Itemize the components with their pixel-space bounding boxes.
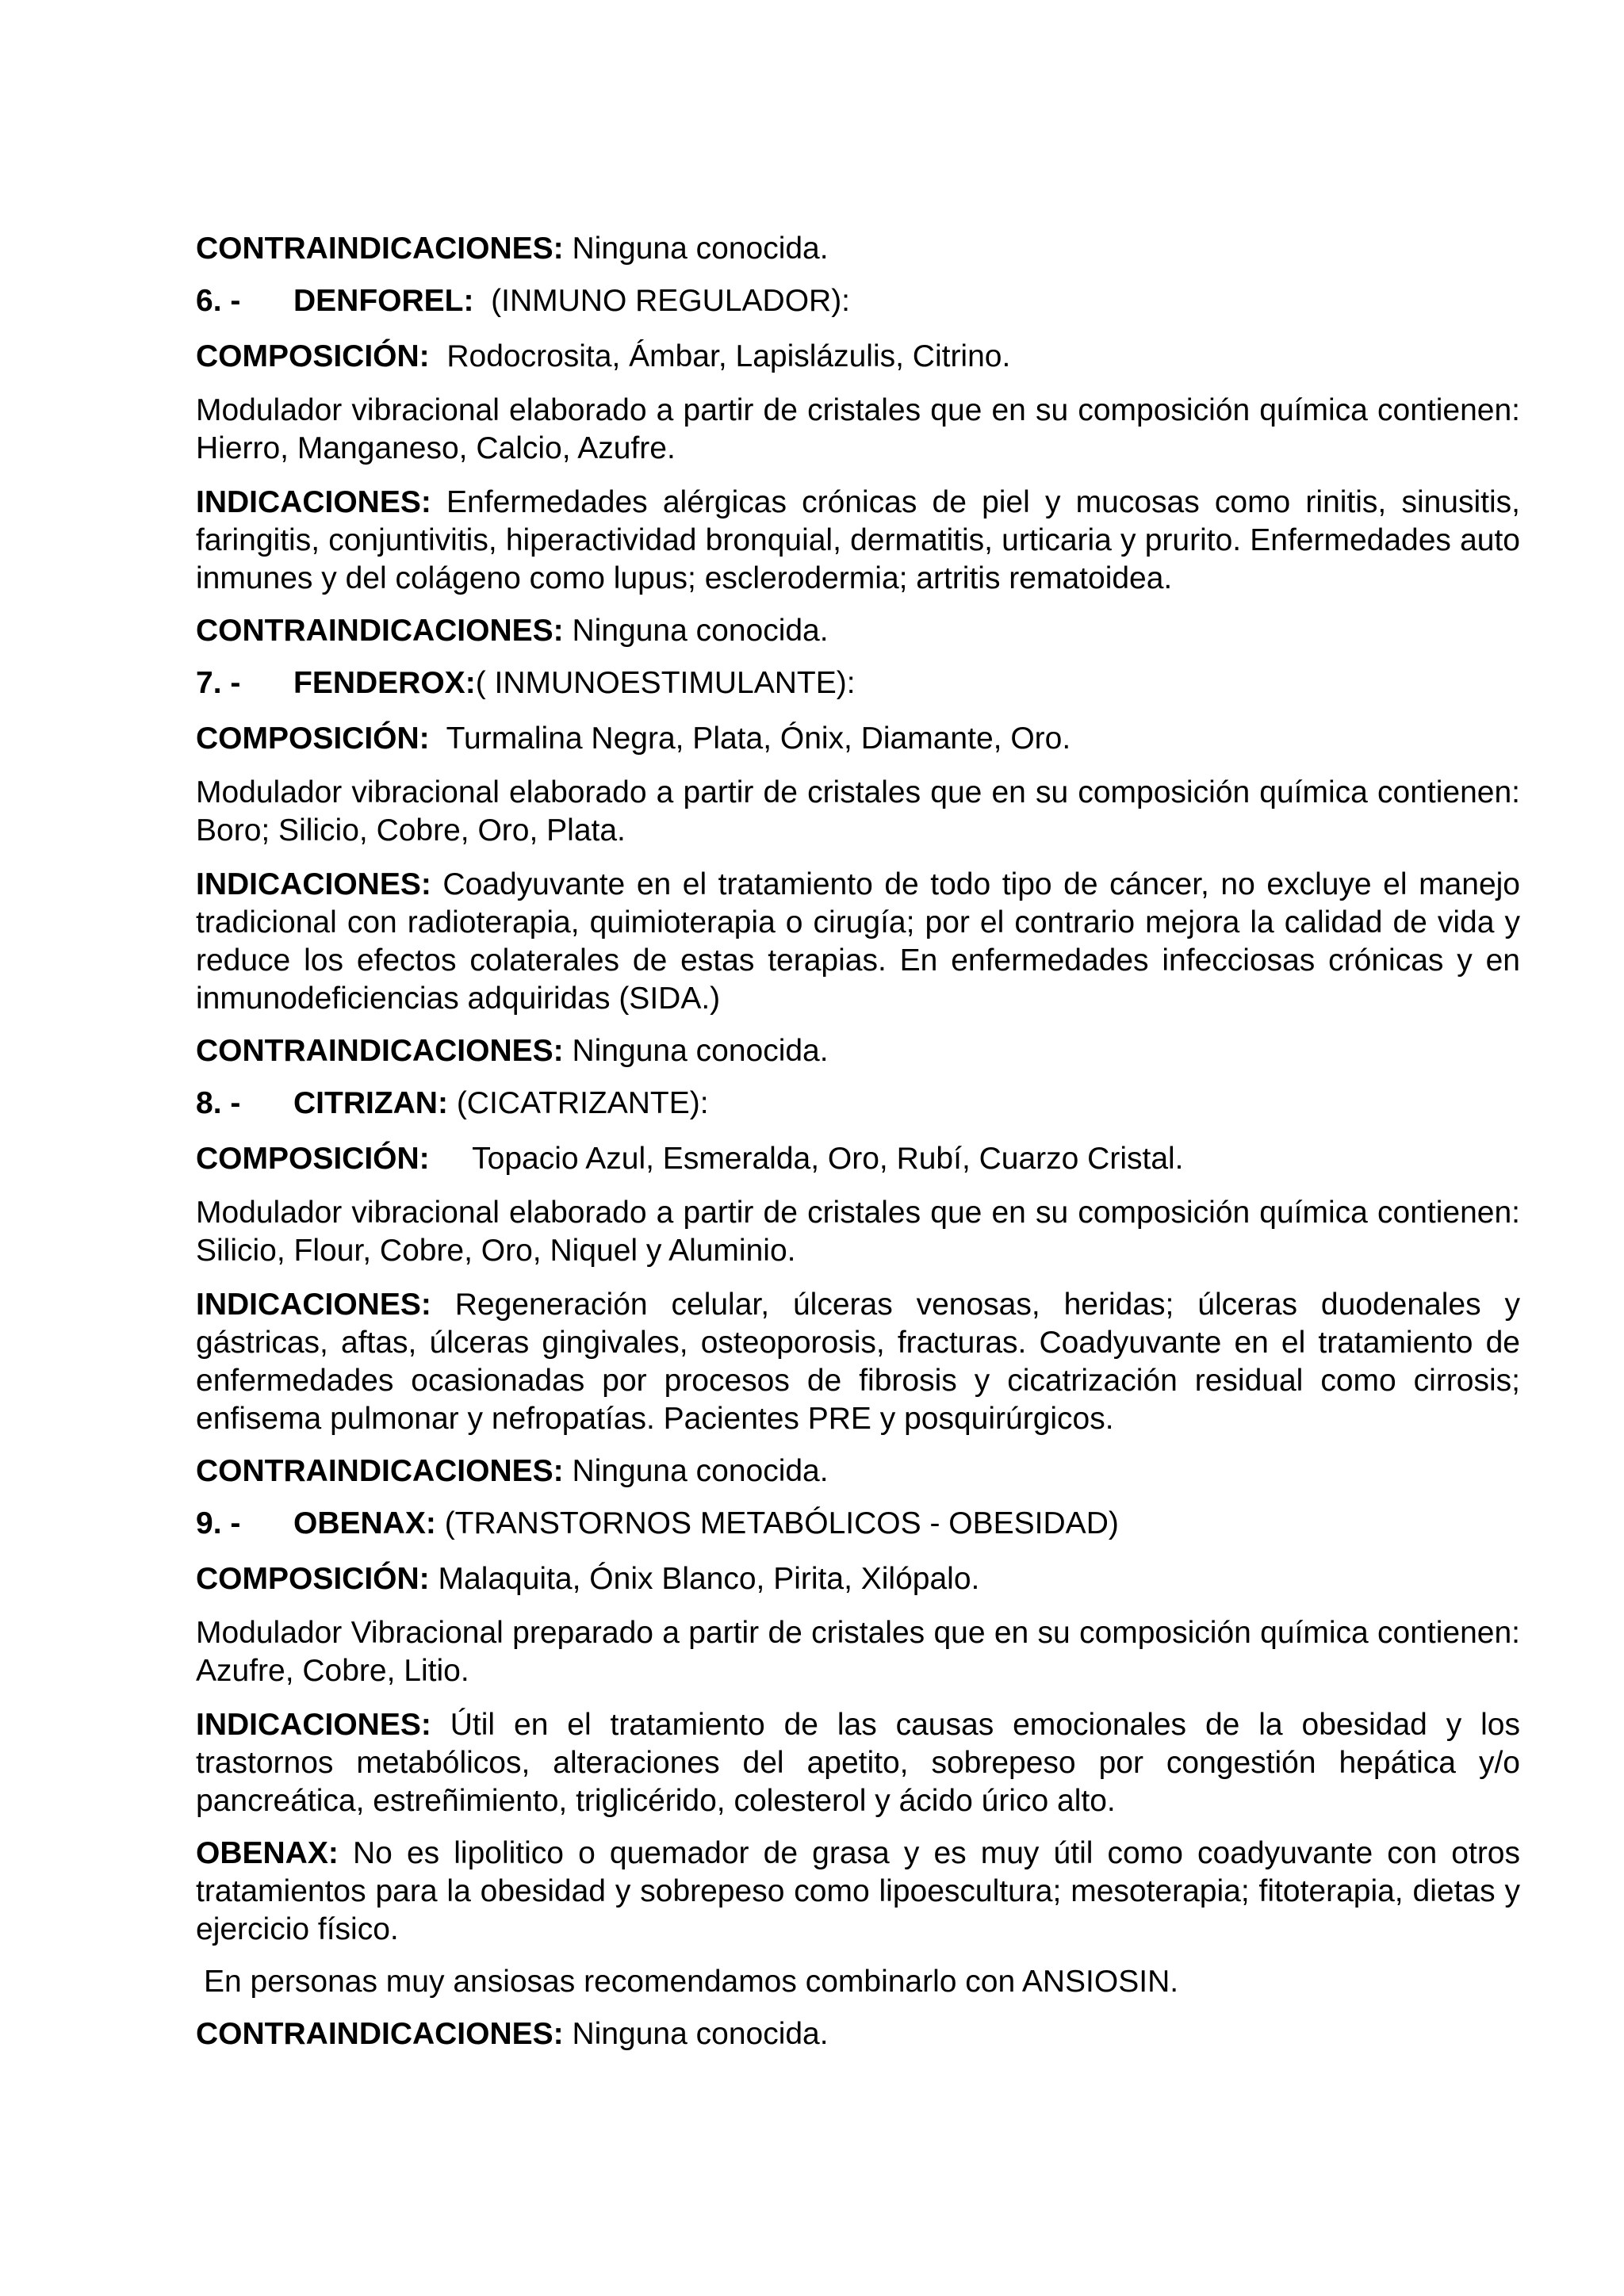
section-8-modulator: Modulador vibracional elaborado a partir de cristales que en su composición química contienen: Silicio, Flour, Cobre, Oro, Niquel y Aluminio. [196, 1196, 1520, 1268]
section-6-indications [196, 484, 1520, 598]
composition-label: COMPOSICIÓN: [196, 339, 430, 373]
section-9-note [196, 1835, 1520, 1949]
composition-value: Malaquita, Ónix Blanco, Pirita, Xilópalo. [438, 1562, 980, 1596]
contraindications-value: Ninguna conocida. [572, 2017, 829, 2051]
contraindications-label: CONTRAINDICACIONES: [196, 2017, 564, 2051]
section-9-type: (TRANSTORNOS METABÓLICOS - OBESIDAD) [444, 1506, 1119, 1540]
indications-label: INDICACIONES: [196, 867, 431, 901]
section-9-name: OBENAX: [293, 1506, 436, 1540]
document-page [196, 230, 1520, 2053]
contraindications-line [196, 230, 1520, 268]
indications-label: INDICACIONES: [196, 1708, 431, 1742]
composition-value: Rodocrosita, Ámbar, Lapislázulis, Citrino. [446, 339, 1011, 373]
indications-label: INDICACIONES: [196, 485, 431, 519]
section-9-modulator: Modulador Vibracional preparado a partir de cristales que en su composición química contienen: Azufre, Cobre, Litio. [196, 1616, 1520, 1688]
contraindications-line [196, 2015, 1520, 2053]
note-text: No es lipolitico o quemador de grasa y es muy útil como coadyuvante con otros tratamientos para la obesidad y sobrepeso como lipoescultura; mesoterapia; fitoterapia, dietas y ejercicio físico. [196, 1836, 1520, 1946]
contraindications-line [196, 1032, 1520, 1070]
section-7-composition [196, 720, 1520, 758]
section-9-combination [196, 1963, 1520, 2001]
section-6-type: (INMUNO REGULADOR): [491, 284, 851, 318]
section-8-number: 8. - [196, 1086, 241, 1120]
contraindications-value: Ninguna conocida. [572, 1034, 829, 1068]
section-7-number: 7. - [196, 666, 241, 700]
section-7-modulator: Modulador vibracional elaborado a partir de cristales que en su composición química contienen: Boro; Silicio, Cobre, Oro, Plata. [196, 775, 1520, 848]
indications-text: Coadyuvante en el tratamiento de todo tipo de cáncer, no excluye el manejo tradicional con radioterapia, quimioterapia o cirugía; por el contrario mejora la calidad de vida y reduce los efectos colaterales de estas terapias. En enfermedades infecciosas crónicas y en inmunodeficiencias adquiridas (SIDA.) [196, 867, 1520, 1016]
section-7-name: FENDEROX: [293, 666, 476, 700]
section-8-heading [196, 1085, 1520, 1123]
composition-label: COMPOSICIÓN: [196, 721, 430, 756]
indications-text: Enfermedades alérgicas crónicas de piel y mucosas como rinitis, sinusitis, faringitis, conjuntivitis, hiperactividad bronquial, dermatitis, urticaria y prurito. Enfermedades auto inmunes y del colágeno como lupus; esclerodermia; artritis rematoidea. [196, 485, 1520, 595]
section-6-modulator: Modulador vibracional elaborado a partir de cristales que en su composición química contienen: Hierro, Manganeso, Calcio, Azufre. [196, 393, 1520, 465]
composition-value: Turmalina Negra, Plata, Ónix, Diamante, Oro. [446, 721, 1071, 756]
contraindications-label: CONTRAINDICACIONES: [196, 1034, 564, 1068]
section-6-number: 6. - [196, 284, 241, 318]
contraindications-value: Ninguna conocida. [572, 232, 829, 266]
indications-text: Regeneración celular, úlceras venosas, heridas; úlceras duodenales y gástricas, aftas, úlceras gingivales, osteoporosis, fracturas. Coadyuvante en el tratamiento de enfermedades ocasionadas por procesos de fibrosis y cicatrización residual como cirrosis; enfisema pulmonar y nefropatías. Pacientes PRE y posquirúrgicos. [196, 1288, 1520, 1436]
section-8-composition [196, 1140, 1520, 1178]
section-7-heading [196, 664, 1520, 702]
contraindications-line [196, 1452, 1520, 1490]
composition-label: COMPOSICIÓN: [196, 1562, 430, 1596]
contraindications-line [196, 612, 1520, 650]
contraindications-label: CONTRAINDICACIONES: [196, 232, 564, 266]
section-9-heading [196, 1505, 1520, 1543]
section-9-indications [196, 1706, 1520, 1820]
composition-label: COMPOSICIÓN: [196, 1142, 430, 1176]
combination-text: En personas muy ansiosas recomendamos combinarlo con ANSIOSIN. [204, 1965, 1179, 1999]
section-9-number: 9. - [196, 1506, 241, 1540]
contraindications-label: CONTRAINDICACIONES: [196, 614, 564, 648]
contraindications-value: Ninguna conocida. [572, 1454, 829, 1488]
section-6-heading [196, 282, 1520, 320]
section-8-indications [196, 1286, 1520, 1438]
section-7-indications [196, 866, 1520, 1018]
indications-label: INDICACIONES: [196, 1288, 431, 1322]
composition-value: Topacio Azul, Esmeralda, Oro, Rubí, Cuarzo Cristal. [472, 1142, 1184, 1176]
contraindications-label: CONTRAINDICACIONES: [196, 1454, 564, 1488]
note-label: OBENAX: [196, 1836, 339, 1870]
contraindications-value: Ninguna conocida. [572, 614, 829, 648]
section-7-type: ( INMUNOESTIMULANTE): [475, 666, 856, 700]
section-6-name: DENFOREL: [293, 284, 474, 318]
section-8-type: (CICATRIZANTE): [456, 1086, 709, 1120]
section-6-composition [196, 338, 1520, 376]
section-8-name: CITRIZAN: [293, 1086, 448, 1120]
indications-text: Útil en el tratamiento de las causas emocionales de la obesidad y los trastornos metabólicos, alteraciones del apetito, sobrepeso por congestión hepática y/o pancreática, estreñimiento, triglicérido, colesterol y ácido úrico alto. [196, 1708, 1520, 1818]
section-9-composition [196, 1560, 1520, 1598]
